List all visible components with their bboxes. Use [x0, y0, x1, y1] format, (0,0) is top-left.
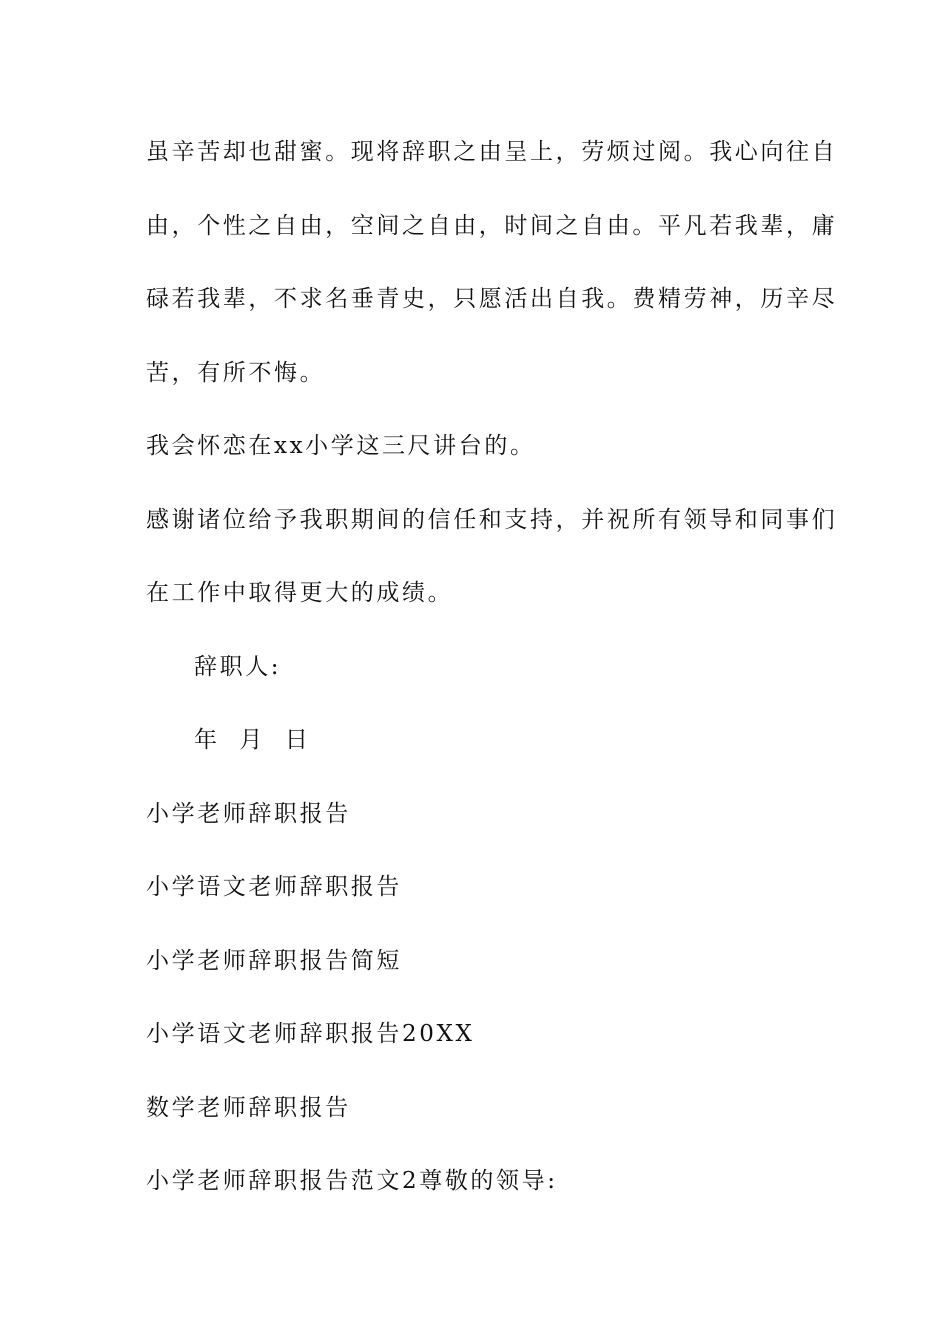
date-label: 年 月 日: [194, 727, 311, 753]
paragraph-1-line-2: 由，个性之自由，空间之自由，时间之自由。平凡若我辈，庸: [146, 212, 838, 239]
related-title: 小学老师辞职报告范文2尊敬的领导:: [146, 1168, 558, 1194]
paragraph-3-line-1: 感谢诸位给予我职期间的信任和支持，并祝所有领导和同事们: [146, 506, 838, 533]
paragraph-1-line-3: 碌若我辈，不求名垂青史，只愿活出自我。费精劳神，历辛尽: [146, 286, 838, 312]
related-title: 数学老师辞职报告: [146, 1094, 351, 1121]
related-title: 小学老师辞职报告简短: [146, 947, 402, 974]
related-title: 小学老师辞职报告: [146, 800, 351, 827]
paragraph-3-line-2: 在工作中取得更大的成绩。: [146, 580, 454, 606]
related-title: 小学语文老师辞职报告20XX: [146, 1021, 475, 1047]
paragraph-1-line-1: 虽辛苦却也甜蜜。现将辞职之由呈上，劳烦过阅。我心向往自: [146, 139, 838, 165]
related-title: 小学语文老师辞职报告: [146, 874, 402, 900]
signature-label: 辞职人:: [194, 653, 282, 680]
paragraph-2: 我会怀恋在xx小学这三尺讲台的。: [146, 433, 536, 459]
paragraph-1-line-4: 苦，有所不悔。: [146, 359, 326, 386]
document-body: [146, 116, 838, 1219]
